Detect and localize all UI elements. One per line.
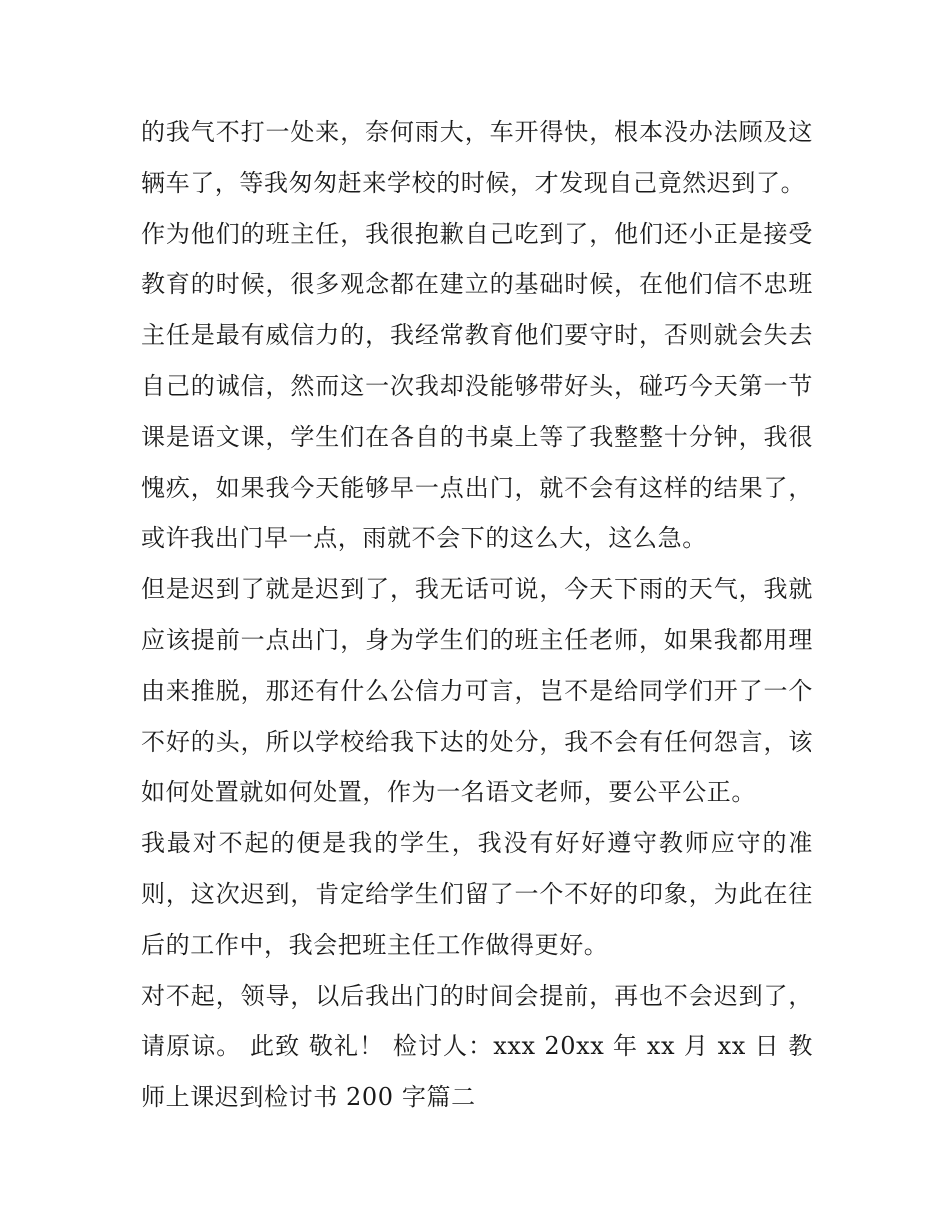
paragraph-3: 但是迟到了就是迟到了，我无话可说，今天下雨的天气，我就应该提前一点出门，身为学生们的班主任老师，如果我都用理由来推脱，那还有什么公信力可言，岂不是给同学们开了一个不好的头，所以学校给我下达的处分，我不会有任何怨言，该如何处置就如何处置，作为一名语文老师，要公平公正。 xyxy=(141,575,813,807)
document-body xyxy=(141,107,813,1123)
paragraph-4: 我最对不起的便是我的学生，我没有好好遵守教师应守的准则，这次迟到，肯定给学生们留了一个不好的印象，为此在往后的工作中，我会把班主任工作做得更好。 xyxy=(141,829,813,959)
paragraph-1: 的我气不打一处来，奈何雨大，车开得快，根本没办法顾及这辆车了，等我匆匆赶来学校的时候，才发现自己竟然迟到了。 xyxy=(141,118,813,197)
paragraph-2: 作为他们的班主任，我很抱歉自己吃到了，他们还小正是接受教育的时候，很多观念都在建立的基础时候，在他们信不忠班主任是最有威信力的，我经常教育他们要守时，否则就会失去自己的诚信，然而这一次我却没能够带好头，碰巧今天第一节课是语文课，学生们在各自的书桌上等了我整整十分钟，我很愧疚，如果我今天能够早一点出门，就不会有这样的结果了，或许我出门早一点，雨就不会下的这么大，这么急。 xyxy=(141,219,813,553)
paragraph-5: 对不起，领导，以后我出门的时间会提前，再也不会迟到了，请原谅。 此致 敬礼！ 检讨人：xxx 20xx 年 xx 月 xx 日 教师上课迟到检讨书 200 字篇二 xyxy=(141,981,813,1112)
